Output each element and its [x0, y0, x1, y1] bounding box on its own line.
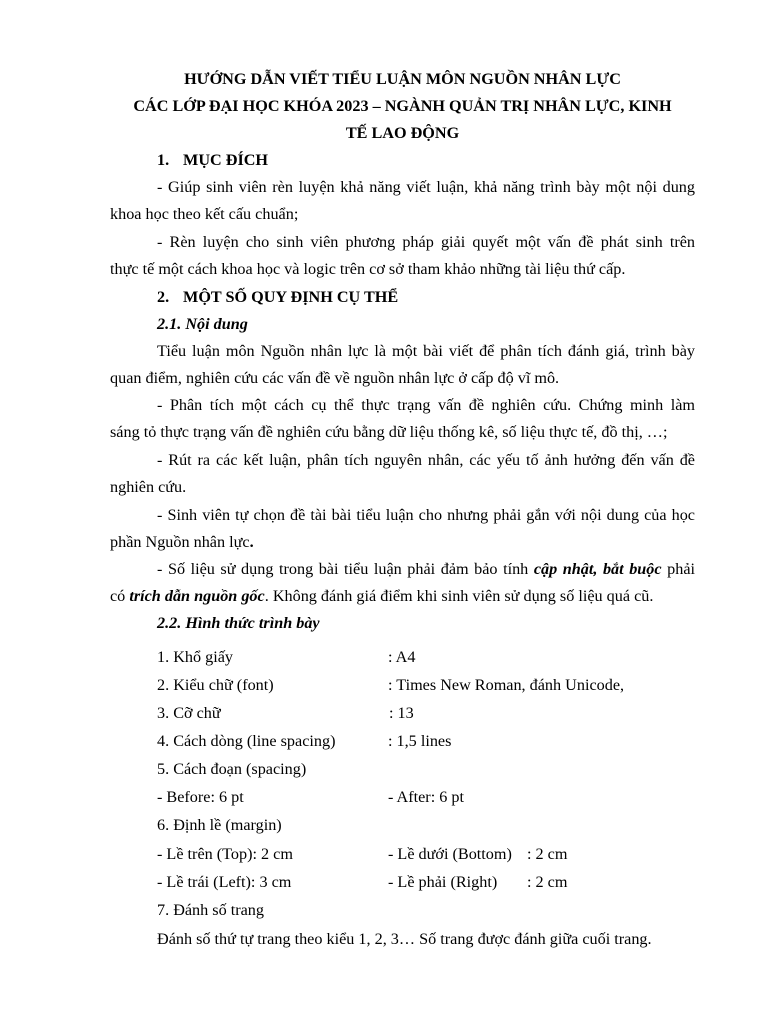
format-paper-value: : A4	[388, 648, 416, 666]
section-2-paragraph-2	[110, 392, 695, 446]
paragraph-line: Tiểu luận môn Nguồn nhân lực là một bài viết để phân tích đánh giá, trình bày	[157, 342, 695, 360]
paragraph-line	[110, 583, 695, 610]
section-2-number: 2.	[157, 288, 170, 306]
section-1-paragraph-2	[110, 229, 695, 283]
paragraph-text: phải	[661, 560, 696, 578]
format-paper-label: 1. Khổ giấy	[157, 648, 233, 666]
paragraph-line: sáng tỏ thực trạng vấn đề nghiên cứu bằng dữ liệu thống kê, số liệu thực tế, đồ thị, …;	[110, 423, 668, 441]
emphasis-text: trích dẫn nguồn gốc	[129, 587, 265, 605]
format-size-value: : 13	[389, 704, 414, 722]
format-margin-right-value: : 2 cm	[527, 873, 568, 891]
format-numbering-text: Đánh số thứ tự trang theo kiểu 1, 2, 3… Số trang được đánh giữa cuối trang.	[157, 930, 652, 948]
section-1-heading	[157, 147, 268, 174]
section-1-title: MỤC ĐÍCH	[183, 151, 269, 169]
subsection-2-2-heading: 2.2. Hình thức trình bày	[157, 614, 320, 632]
paragraph-line: - Giúp sinh viên rèn luyện khả năng viết luận, khả năng trình bày một nội dung	[157, 178, 695, 196]
format-numbering-label: 7. Đánh số trang	[157, 901, 264, 919]
section-2-title: MỘT SỐ QUY ĐỊNH CỤ THỂ	[183, 288, 399, 306]
subsection-2-1-heading: 2.1. Nội dung	[157, 315, 248, 333]
format-margin-top: - Lề trên (Top): 2 cm	[157, 845, 293, 863]
paragraph-line: - Phân tích một cách cụ thể thực trạng vấn đề nghiên cứu. Chứng minh làm	[157, 396, 695, 414]
section-2-paragraph-5	[110, 556, 695, 610]
section-2-paragraph-1	[110, 338, 695, 392]
format-margin-label: 6. Định lề (margin)	[157, 816, 282, 834]
document-title	[110, 66, 695, 147]
format-margin-bottom-label: - Lề dưới (Bottom)	[388, 845, 512, 863]
format-after: - After: 6 pt	[388, 788, 464, 806]
section-2-paragraph-4	[110, 502, 695, 556]
paragraph-text: có	[110, 587, 130, 605]
format-line-value: : 1,5 lines	[388, 732, 452, 750]
paragraph-line	[110, 556, 695, 583]
paragraph-text: - Số liệu sử dụng trong bài tiểu luận phải đảm bảo tính	[157, 560, 534, 578]
format-margin-left: - Lề trái (Left): 3 cm	[157, 873, 292, 891]
section-2-paragraph-3	[110, 447, 695, 501]
format-before: - Before: 6 pt	[157, 788, 244, 806]
paragraph-line: - Rút ra các kết luận, phân tích nguyên nhân, các yếu tố ảnh hưởng đến vấn đề	[157, 451, 695, 469]
title-line-2: CÁC LỚP ĐẠI HỌC KHÓA 2023 – NGÀNH QUẢN TRỊ NHÂN LỰC, KINH	[133, 97, 672, 115]
format-margin-bottom-value: : 2 cm	[527, 845, 568, 863]
paragraph-line: quan điểm, nghiên cứu các vấn đề về nguồn nhân lực ở cấp độ vĩ mô.	[110, 369, 560, 387]
format-line-label: 4. Cách dòng (line spacing)	[157, 732, 336, 750]
title-line-1: HƯỚNG DẪN VIẾT TIỂU LUẬN MÔN NGUỒN NHÂN LỰC	[184, 70, 621, 88]
paragraph-line	[110, 529, 695, 556]
format-font-value: : Times New Roman, đánh Unicode,	[388, 676, 625, 694]
paragraph-text: . Không đánh giá điểm khi sinh viên sử dụng số liệu quá cũ.	[264, 587, 654, 605]
paragraph-line: - Sinh viên tự chọn đề tài bài tiểu luận cho nhưng phải gắn với nội dung của học	[157, 506, 695, 524]
format-spacing-label: 5. Cách đoạn (spacing)	[157, 760, 307, 778]
section-1-number: 1.	[157, 151, 170, 169]
format-font-label: 2. Kiểu chữ (font)	[157, 676, 274, 694]
paragraph-line: khoa học theo kết cấu chuẩn;	[110, 205, 299, 223]
paragraph-line: thực tế một cách khoa học và logic trên cơ sở tham khảo những tài liệu thứ cấp.	[110, 260, 626, 278]
format-size-label: 3. Cỡ chữ	[157, 704, 221, 722]
paragraph-text: phần Nguồn nhân lực	[110, 533, 250, 551]
emphasis-text: cập nhật, bắt buộc	[533, 560, 662, 578]
section-1-paragraph-1	[110, 174, 695, 228]
section-2-heading	[157, 284, 398, 311]
paragraph-text-bold: .	[249, 533, 254, 551]
paragraph-line: - Rèn luyện cho sinh viên phương pháp giải quyết một vấn đề phát sinh trên	[157, 233, 695, 251]
title-line-3: TẾ LAO ĐỘNG	[345, 124, 460, 142]
format-margin-right-label: - Lề phải (Right)	[388, 873, 498, 891]
paragraph-line: nghiên cứu.	[110, 478, 187, 496]
